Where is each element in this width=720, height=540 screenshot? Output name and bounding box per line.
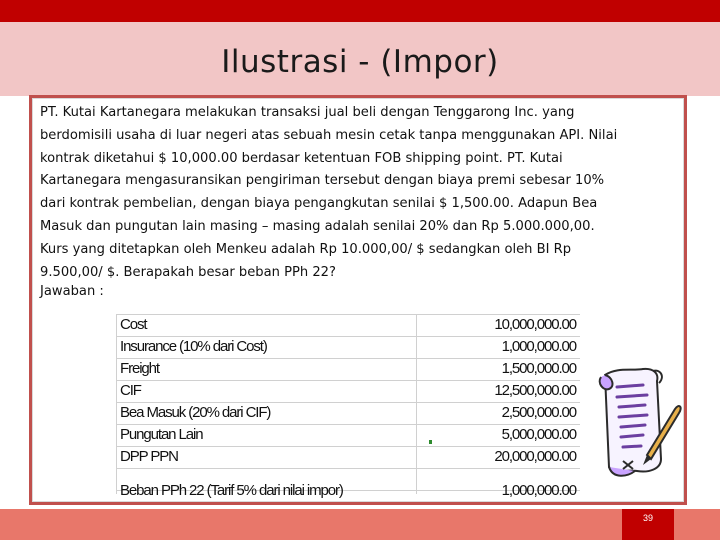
problem-paragraph (40, 102, 676, 284)
paragraph-line: berdomisili usaha di luar negeri atas sebuah mesin cetak tanpa menggunakan API. Nilai (40, 127, 618, 143)
content-box (29, 95, 687, 505)
row-amount: 12,500,000.00 (494, 382, 576, 399)
table-row (116, 446, 580, 468)
table-row (116, 314, 580, 336)
table-row (116, 424, 580, 446)
footer-bar-right (674, 509, 720, 540)
slide-title: Ilustrasi - (Impor) (221, 44, 499, 80)
row-label: Cost (120, 316, 147, 333)
footer-bar-left (0, 509, 622, 540)
row-amount: 1,500,000.00 (501, 360, 576, 377)
row-amount: 1,000,000.00 (501, 482, 576, 499)
table-row-result (116, 480, 580, 502)
paragraph-line: Masuk dan pungutan lain masing – masing adalah senilai 20% dan Rp 5.000.000,00. (40, 218, 595, 234)
scroll-quill-icon (587, 363, 683, 483)
paragraph-line: Kurs yang ditetapkan oleh Menkeu adalah Rp 10.000,00/ $ sedangkan oleh BI Rp (40, 241, 572, 257)
table-row (116, 402, 580, 424)
page-number: 39 (642, 513, 653, 523)
table-row (116, 380, 580, 402)
row-label: Pungutan Lain (120, 426, 203, 443)
paragraph-line: kontrak diketahui $ 10,000.00 berdasar ketentuan FOB shipping point. PT. Kutai (40, 150, 563, 166)
table-row (116, 336, 580, 358)
table-row (116, 358, 580, 380)
row-amount: 5,000,000.00 (501, 426, 576, 443)
paragraph-line: PT. Kutai Kartanegara melakukan transaksi jual beli dengan Tenggarong Inc. yang (40, 105, 575, 120)
top-accent-bar (0, 0, 720, 22)
row-amount: 10,000,000.00 (494, 316, 576, 333)
paragraph-line: 9.500,00/ $. Berapakah besar beban PPh 22? (40, 264, 336, 280)
row-label: Freight (120, 360, 159, 377)
stray-mark (429, 440, 432, 444)
paragraph-line: Kartanegara mengasuransikan pengiriman tersebut dengan biaya premi sebesar 10% (40, 173, 605, 189)
row-label: DPP PPN (120, 448, 178, 465)
paragraph-line: dari kontrak pembelian, dengan biaya pengangkutan senilai $ 1,500.00. Adapun Bea (40, 196, 598, 212)
row-label: Bea Masuk (20% dari CIF) (120, 404, 271, 421)
row-amount: 2,500,000.00 (501, 404, 576, 421)
row-amount: 1,000,000.00 (501, 338, 576, 355)
row-label: Beban PPh 22 (Tarif 5% dari nilai impor) (120, 482, 343, 499)
answer-label: Jawaban : (40, 284, 104, 299)
row-amount: 20,000,000.00 (494, 448, 576, 465)
row-label: Insurance (10% dari Cost) (120, 338, 267, 355)
row-label: CIF (120, 382, 141, 399)
